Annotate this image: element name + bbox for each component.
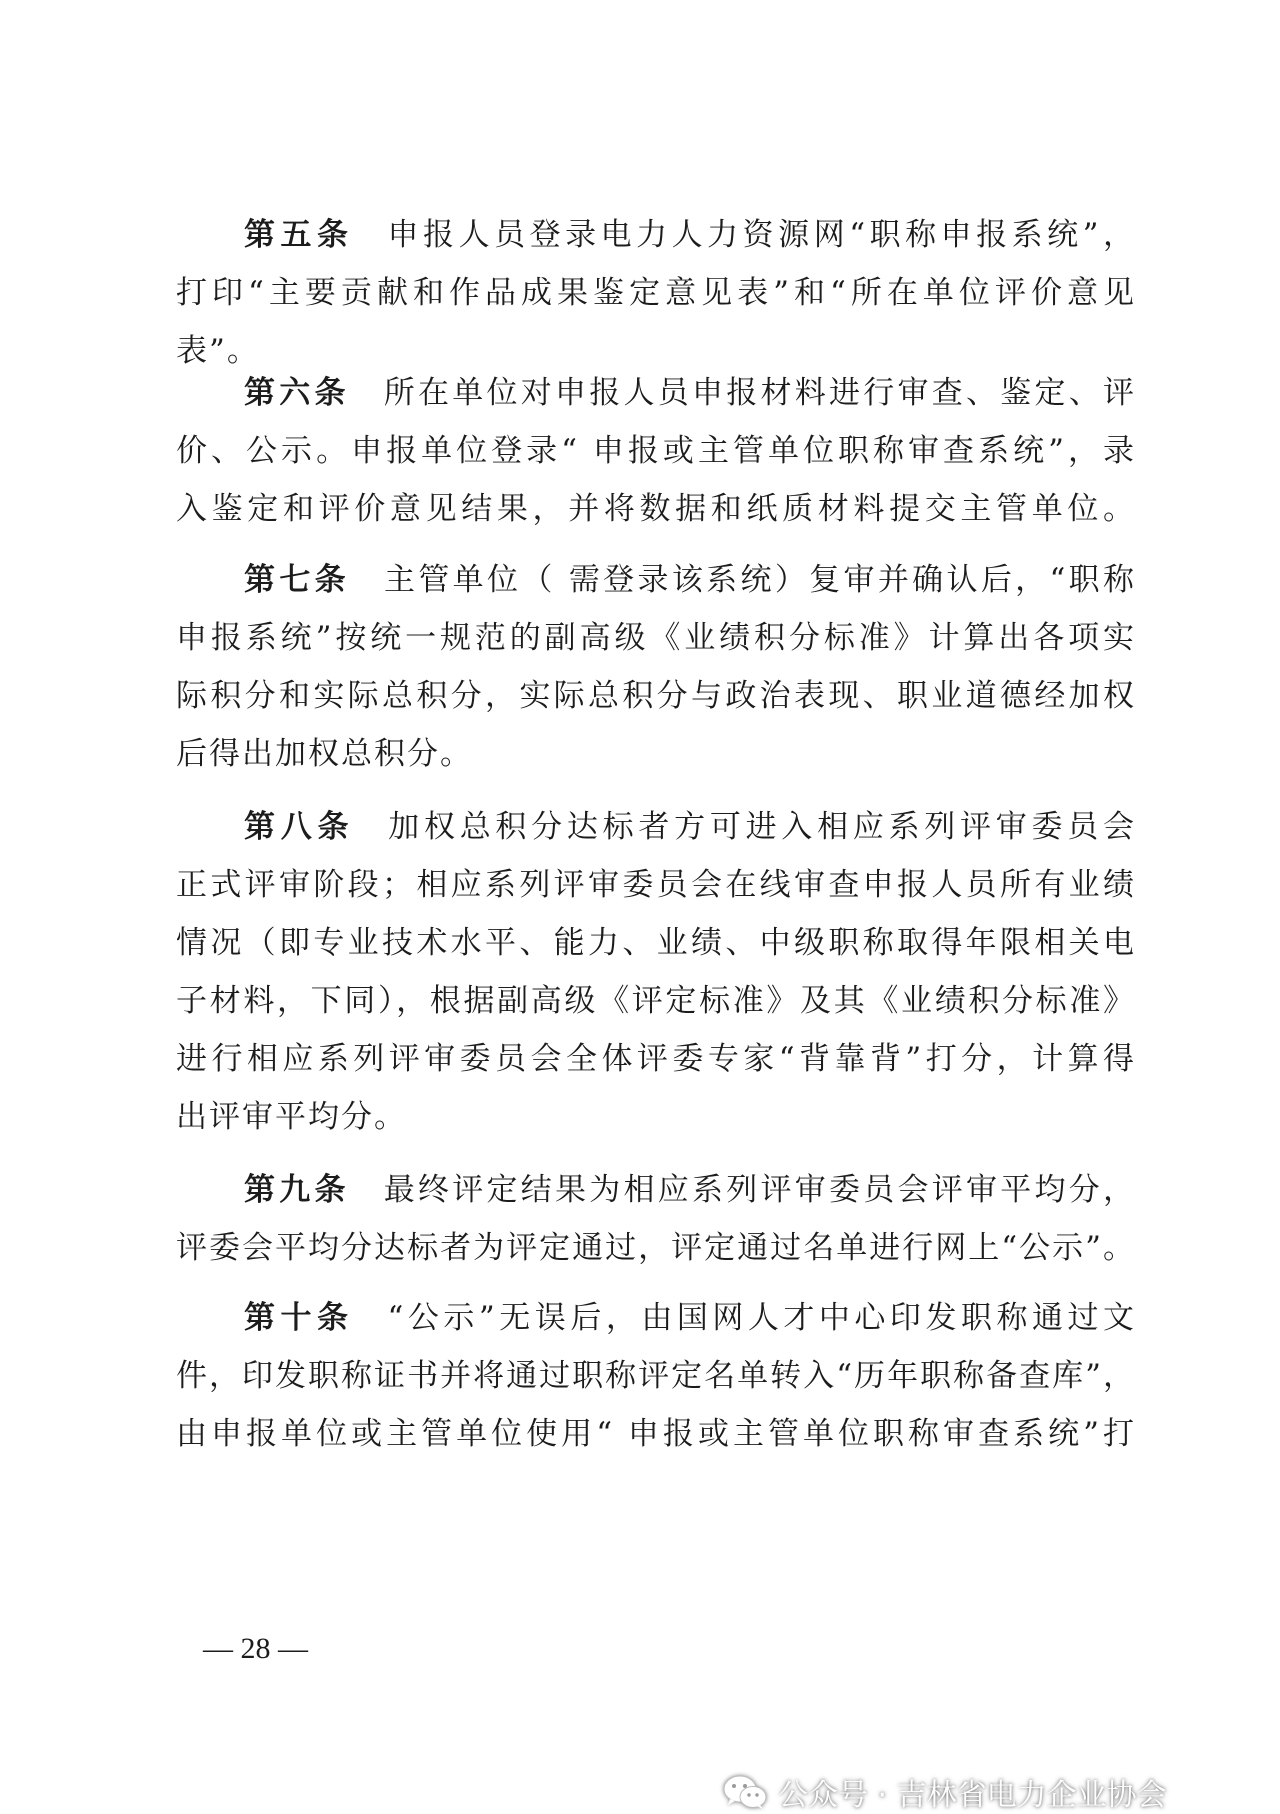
article-text: 申报人员登录电力人力资源网“职称申报系统”， (387, 217, 1137, 253)
article-line: 入鉴定和评价意见结果，并将数据和纸质材料提交主管单位。 (176, 491, 1136, 527)
article-text: 主管单位（ 需登录该系统）复审并确认后，“职称 (384, 562, 1137, 598)
article-line: 进行相应系列评审委员会全体评委专家“背靠背”打分，计算得 (176, 1041, 1136, 1077)
article-line: 后得出加权总积分。 (176, 736, 473, 772)
article-first-line (244, 550, 1136, 610)
article-line: 申报系统”按统一规范的副高级《业绩积分标准》计算出各项实 (176, 620, 1136, 656)
article-line: 由申报单位或主管单位使用“ 申报或主管单位职称审查系统”打 (176, 1416, 1136, 1452)
page-number: — 28 — (203, 1632, 308, 1665)
article-first-line (244, 797, 1136, 857)
article-text: 最终评定结果为相应系列评审委员会评审平均分， (383, 1172, 1136, 1208)
article-first-line (244, 1160, 1136, 1220)
article-heading: 第十条 (244, 1300, 354, 1336)
wechat-icon (722, 1774, 768, 1810)
article-line: 正式评审阶段；相应系列评审委员会在线审查申报人员所有业绩 (176, 867, 1136, 903)
article-line: 评委会平均分达标者为评定通过，评定通过名单进行网上“公示”。 (176, 1230, 1136, 1266)
article-heading: 第五条 (244, 217, 354, 253)
article-line: 件，印发职称证书并将通过职称评定名单转入“历年职称备查库”， (176, 1358, 1136, 1394)
article-text: 加权总积分达标者方可进入相应系列评审委员会 (388, 809, 1136, 845)
article-heading: 第九条 (244, 1172, 350, 1208)
article-line: 出评审平均分。 (176, 1099, 407, 1135)
article-heading: 第七条 (244, 562, 350, 598)
article-heading: 第八条 (244, 809, 355, 845)
article-first-line (244, 205, 1136, 265)
article-text: 所在单位对申报人员申报材料进行审查、鉴定、评 (383, 375, 1136, 411)
watermark-text: 公众号 · 吉林省电力企业协会 (778, 1778, 1167, 1813)
article-first-line (244, 363, 1136, 423)
article-heading: 第六条 (244, 375, 350, 411)
article-line: 表”。 (176, 333, 260, 369)
article-text: “公示”无误后，由国网人才中心印发职称通过文 (387, 1300, 1137, 1336)
article-line: 情况（即专业技术水平、能力、业绩、中级职称取得年限相关电 (176, 925, 1136, 961)
article-line: 价、公示。申报单位登录“ 申报或主管单位职称审查系统”，录 (176, 433, 1136, 469)
article-line: 打印“主要贡献和作品成果鉴定意见表”和“所在单位评价意见 (176, 275, 1136, 311)
watermark (722, 1772, 1167, 1812)
article-line: 际积分和实际总积分，实际总积分与政治表现、职业道德经加权 (176, 678, 1136, 714)
article-first-line (244, 1288, 1136, 1348)
article-line: 子材料，下同），根据副高级《评定标准》及其《业绩积分标准》 (176, 983, 1136, 1019)
